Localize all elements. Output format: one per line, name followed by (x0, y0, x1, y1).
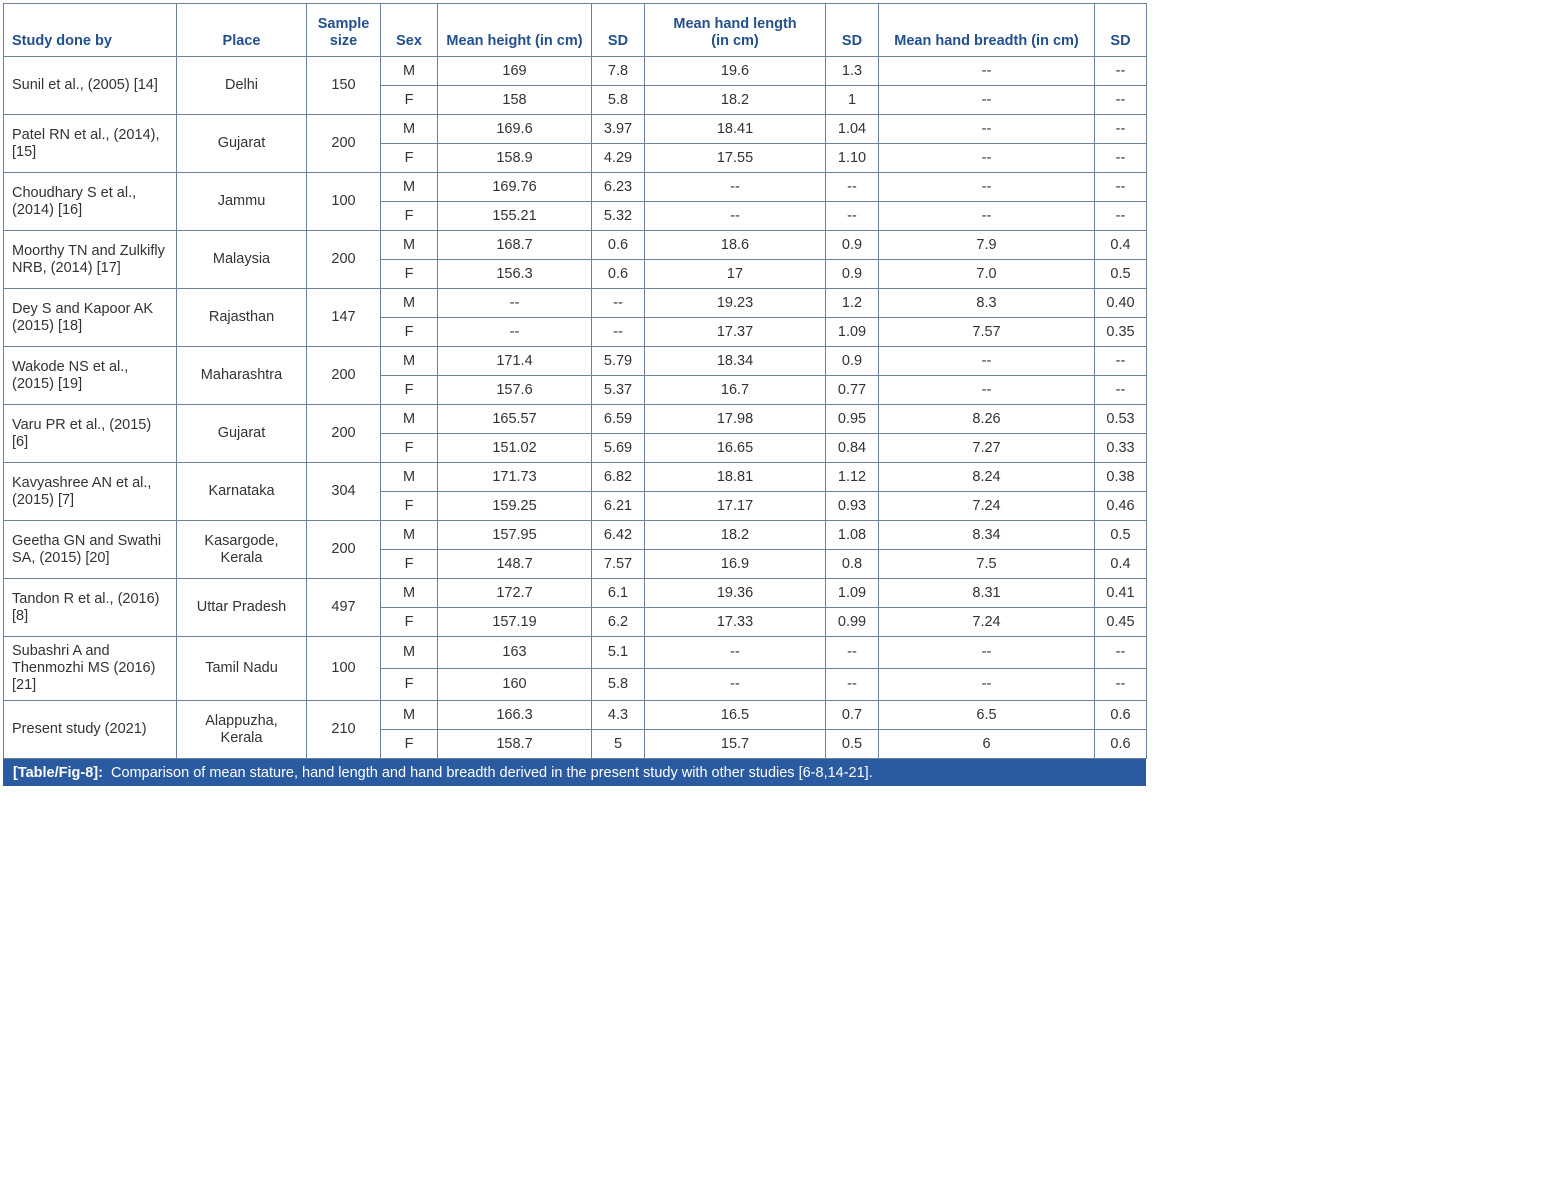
mean-hand-breadth-header (879, 4, 1095, 57)
place-cell-line: Alappuzha, (205, 712, 278, 729)
study-cell-line: Patel RN et al., (2014), (12, 126, 160, 143)
mean-hand-length-cell: 17.17 (645, 492, 826, 521)
height-sd-cell: 5.37 (592, 376, 645, 405)
place-cell (177, 289, 307, 347)
mean-height-cell: -- (438, 318, 592, 347)
mean-hand-length-cell: 19.36 (645, 579, 826, 608)
sex-cell: M (381, 231, 438, 260)
mean-height-cell: 169 (438, 57, 592, 86)
sex-cell: M (381, 347, 438, 376)
place-cell-line: Kerala (220, 729, 263, 746)
table-row (4, 463, 1147, 492)
mean-hand-breadth-cell: 7.57 (879, 318, 1095, 347)
place-cell (177, 405, 307, 463)
height-sd-cell: 3.97 (592, 115, 645, 144)
mean-hand-length-cell: 17.98 (645, 405, 826, 434)
study-cell-line: SA, (2015) [20] (12, 549, 110, 566)
hand-breadth-sd-cell: 0.6 (1095, 730, 1147, 759)
mean-hand-length-cell: 18.6 (645, 231, 826, 260)
height-sd-cell: 5.69 (592, 434, 645, 463)
height-sd-cell: 5.8 (592, 86, 645, 115)
hand-breadth-sd-cell: 0.38 (1095, 463, 1147, 492)
hand-length-sd-cell: -- (826, 637, 879, 669)
mean-height-cell: 151.02 (438, 434, 592, 463)
mean-hand-length-cell: 18.41 (645, 115, 826, 144)
place-cell-line: Gujarat (217, 425, 266, 441)
hand-breadth-sd-cell: -- (1095, 173, 1147, 202)
mean-hand-length-cell: 17.37 (645, 318, 826, 347)
hand-length-sd-cell: 0.9 (826, 347, 879, 376)
hand-length-sd-cell: 1.2 (826, 289, 879, 318)
hand-length-sd-cell: 0.77 (826, 376, 879, 405)
mean-height-cell: 172.7 (438, 579, 592, 608)
mean-hand-breadth-header-line2: Mean hand breadth (in cm) (894, 33, 1079, 49)
table-row (4, 701, 1147, 730)
table-row (4, 173, 1147, 202)
hand-length-sd-header-line2: SD (841, 33, 863, 49)
sex-cell: F (381, 492, 438, 521)
place-cell (177, 57, 307, 115)
sample-size-cell: 200 (307, 405, 381, 463)
sex-cell: F (381, 550, 438, 579)
hand-breadth-sd-cell: -- (1095, 144, 1147, 173)
hand-length-sd-cell: 0.93 (826, 492, 879, 521)
table-row (4, 57, 1147, 86)
mean-height-cell: 156.3 (438, 260, 592, 289)
mean-hand-breadth-cell: 7.9 (879, 231, 1095, 260)
mean-height-cell: 166.3 (438, 701, 592, 730)
hand-breadth-sd-cell: -- (1095, 115, 1147, 144)
hand-breadth-sd-cell: -- (1095, 57, 1147, 86)
mean-hand-length-cell: 18.34 (645, 347, 826, 376)
place-cell-line: Tamil Nadu (205, 660, 278, 676)
mean-height-cell: 171.73 (438, 463, 592, 492)
study-cell-line: Tandon R et al., (2016) (12, 590, 160, 607)
hand-breadth-sd-header-line2: SD (1110, 33, 1131, 49)
mean-hand-breadth-cell: 7.5 (879, 550, 1095, 579)
caption-text: Comparison of mean stature, hand length and hand breadth derived in the present study with other studies [6-8,14-21]. (111, 765, 873, 781)
table-header-row (4, 4, 1147, 57)
height-sd-cell: -- (592, 289, 645, 318)
mean-hand-length-cell: 17.55 (645, 144, 826, 173)
study-header-line2: Study done by (12, 33, 112, 49)
sample-size-cell: 304 (307, 463, 381, 521)
mean-hand-length-header (645, 4, 826, 57)
mean-hand-length-cell: 16.65 (645, 434, 826, 463)
sample-size-cell: 147 (307, 289, 381, 347)
height-sd-cell: -- (592, 318, 645, 347)
sample-size-header-line2: size (329, 33, 358, 49)
table-row (4, 289, 1147, 318)
hand-breadth-sd-cell: 0.4 (1095, 550, 1147, 579)
hand-breadth-sd-cell: 0.5 (1095, 260, 1147, 289)
sex-cell: F (381, 669, 438, 701)
place-cell-line: Jammu (217, 193, 266, 209)
mean-height-cell: 157.6 (438, 376, 592, 405)
hand-length-sd-cell: 1.04 (826, 115, 879, 144)
study-cell-line: Choudhary S et al., (12, 184, 137, 201)
sex-cell: M (381, 701, 438, 730)
sample-size-cell: 100 (307, 173, 381, 231)
hand-breadth-sd-cell: -- (1095, 376, 1147, 405)
mean-hand-breadth-cell: 7.24 (879, 608, 1095, 637)
sex-cell: M (381, 57, 438, 86)
hand-length-sd-cell: 0.8 (826, 550, 879, 579)
sex-cell: M (381, 637, 438, 669)
hand-length-sd-cell: 0.7 (826, 701, 879, 730)
height-sd-cell: 5.79 (592, 347, 645, 376)
hand-breadth-sd-cell: -- (1095, 637, 1147, 669)
place-cell-line: Kerala (220, 549, 263, 566)
mean-hand-breadth-cell: -- (879, 669, 1095, 701)
mean-hand-length-cell: -- (645, 202, 826, 231)
sex-cell: M (381, 521, 438, 550)
study-cell-line: [8] (12, 607, 29, 624)
study-cell-line: [6] (12, 433, 29, 450)
hand-breadth-sd-cell: 0.33 (1095, 434, 1147, 463)
table-row (4, 115, 1147, 144)
sex-header-line2: Sex (396, 33, 422, 49)
mean-hand-length-cell: 18.2 (645, 521, 826, 550)
mean-hand-breadth-cell: -- (879, 347, 1095, 376)
sex-cell: M (381, 463, 438, 492)
height-sd-cell: 6.1 (592, 579, 645, 608)
mean-hand-breadth-cell: 8.24 (879, 463, 1095, 492)
mean-hand-breadth-cell: -- (879, 173, 1095, 202)
sample-size-cell: 100 (307, 637, 381, 701)
study-cell-line: [15] (12, 143, 37, 160)
mean-hand-length-cell: 17.33 (645, 608, 826, 637)
mean-hand-breadth-cell: 8.31 (879, 579, 1095, 608)
height-sd-cell: 7.8 (592, 57, 645, 86)
mean-hand-breadth-cell: -- (879, 202, 1095, 231)
height-sd-cell: 4.29 (592, 144, 645, 173)
place-cell (177, 463, 307, 521)
height-sd-cell: 6.21 (592, 492, 645, 521)
mean-height-cell: -- (438, 289, 592, 318)
study-cell (4, 347, 177, 405)
height-sd-header-line2: SD (607, 33, 629, 49)
study-cell-line: Geetha GN and Swathi (12, 532, 162, 549)
mean-hand-length-cell: 16.9 (645, 550, 826, 579)
mean-height-cell: 157.95 (438, 521, 592, 550)
study-cell-line: [21] (12, 677, 37, 693)
mean-hand-breadth-cell: 6 (879, 730, 1095, 759)
study-cell-line: (2014) [16] (12, 201, 83, 218)
place-cell-line: Rajasthan (208, 309, 275, 325)
mean-height-cell: 157.19 (438, 608, 592, 637)
mean-hand-breadth-cell: -- (879, 115, 1095, 144)
study-cell-line: Moorthy TN and Zulkifly (12, 242, 165, 259)
hand-breadth-sd-cell: 0.35 (1095, 318, 1147, 347)
table-body (4, 57, 1147, 759)
study-cell-line: Dey S and Kapoor AK (12, 300, 154, 317)
place-cell-line: Malaysia (212, 251, 271, 267)
mean-height-cell: 169.76 (438, 173, 592, 202)
height-sd-cell: 7.57 (592, 550, 645, 579)
hand-breadth-sd-cell: -- (1095, 202, 1147, 231)
study-cell-line: (2015) [18] (12, 317, 83, 334)
mean-hand-length-cell: 17 (645, 260, 826, 289)
height-sd-cell: 6.23 (592, 173, 645, 202)
height-sd-cell: 5.32 (592, 202, 645, 231)
sex-cell: F (381, 260, 438, 289)
height-sd-cell: 6.42 (592, 521, 645, 550)
study-cell (4, 521, 177, 579)
study-cell-line: Wakode NS et al., (12, 358, 129, 375)
sex-cell: M (381, 405, 438, 434)
hand-breadth-sd-cell: 0.45 (1095, 608, 1147, 637)
hand-length-sd-cell: 1.09 (826, 318, 879, 347)
height-sd-cell: 0.6 (592, 260, 645, 289)
sex-cell: F (381, 434, 438, 463)
mean-hand-breadth-cell: 7.0 (879, 260, 1095, 289)
sex-cell: F (381, 86, 438, 115)
mean-height-cell: 160 (438, 669, 592, 701)
hand-breadth-sd-cell: 0.40 (1095, 289, 1147, 318)
hand-breadth-sd-cell: -- (1095, 86, 1147, 115)
mean-hand-breadth-cell: 7.24 (879, 492, 1095, 521)
place-cell-line: Maharashtra (200, 367, 283, 383)
place-cell-line: Gujarat (217, 135, 266, 151)
study-cell-line: Present study (2021) (12, 721, 147, 737)
study-cell-line: Subashri A and (12, 643, 110, 659)
table-row (4, 347, 1147, 376)
table-caption (3, 759, 1146, 786)
sex-cell: F (381, 144, 438, 173)
sex-cell: M (381, 289, 438, 318)
sex-cell: F (381, 376, 438, 405)
sample-size-header-line1: Sample (317, 16, 370, 32)
mean-hand-breadth-cell: -- (879, 144, 1095, 173)
mean-height-cell: 163 (438, 637, 592, 669)
sex-header (381, 4, 438, 57)
mean-height-cell: 158 (438, 86, 592, 115)
study-cell (4, 463, 177, 521)
place-header-line2: Place (222, 33, 261, 49)
height-sd-cell: 5 (592, 730, 645, 759)
hand-breadth-sd-cell: 0.53 (1095, 405, 1147, 434)
sample-size-cell: 200 (307, 347, 381, 405)
sex-cell: F (381, 608, 438, 637)
mean-hand-length-cell: -- (645, 173, 826, 202)
hand-length-sd-cell: 0.99 (826, 608, 879, 637)
study-cell-line: Kavyashree AN et al., (12, 474, 152, 491)
sex-cell: M (381, 115, 438, 144)
sex-cell: F (381, 730, 438, 759)
mean-hand-length-cell: 18.2 (645, 86, 826, 115)
height-sd-cell: 5.8 (592, 669, 645, 701)
mean-hand-length-cell: 16.7 (645, 376, 826, 405)
mean-hand-length-header-line1: Mean hand length (673, 16, 797, 32)
hand-length-sd-cell: 1.10 (826, 144, 879, 173)
study-cell-line: Varu PR et al., (2015) (12, 416, 152, 433)
study-cell-line: (2015) [7] (12, 491, 75, 508)
sample-size-cell: 200 (307, 521, 381, 579)
table-figure (3, 3, 1146, 786)
hand-length-sd-cell: -- (826, 173, 879, 202)
study-cell (4, 579, 177, 637)
hand-length-sd-cell: -- (826, 202, 879, 231)
hand-length-sd-cell: 0.5 (826, 730, 879, 759)
hand-length-sd-cell: 1.3 (826, 57, 879, 86)
place-cell (177, 231, 307, 289)
mean-hand-breadth-cell: -- (879, 57, 1095, 86)
mean-hand-length-cell: 16.5 (645, 701, 826, 730)
hand-length-sd-header (826, 4, 879, 57)
hand-length-sd-cell: 1.12 (826, 463, 879, 492)
place-cell (177, 637, 307, 701)
height-sd-cell: 0.6 (592, 231, 645, 260)
sex-cell: M (381, 173, 438, 202)
study-cell (4, 405, 177, 463)
height-sd-cell: 4.3 (592, 701, 645, 730)
mean-hand-breadth-cell: 6.5 (879, 701, 1095, 730)
mean-hand-length-cell: 19.6 (645, 57, 826, 86)
study-cell (4, 637, 177, 701)
place-cell-line: Karnataka (208, 483, 275, 499)
hand-breadth-sd-cell: 0.4 (1095, 231, 1147, 260)
study-cell (4, 173, 177, 231)
place-header (177, 4, 307, 57)
mean-height-header (438, 4, 592, 57)
study-cell (4, 115, 177, 173)
sample-size-cell: 200 (307, 115, 381, 173)
place-cell-line: Delhi (224, 77, 259, 93)
mean-hand-breadth-cell: -- (879, 86, 1095, 115)
hand-breadth-sd-cell: 0.5 (1095, 521, 1147, 550)
height-sd-cell: 6.59 (592, 405, 645, 434)
hand-length-sd-cell: 1 (826, 86, 879, 115)
mean-height-cell: 171.4 (438, 347, 592, 376)
mean-height-cell: 169.6 (438, 115, 592, 144)
mean-height-cell: 159.25 (438, 492, 592, 521)
hand-length-sd-cell: 0.9 (826, 260, 879, 289)
sample-size-cell: 200 (307, 231, 381, 289)
mean-hand-length-cell: 19.23 (645, 289, 826, 318)
hand-breadth-sd-cell: -- (1095, 347, 1147, 376)
place-cell (177, 347, 307, 405)
mean-hand-breadth-cell: 8.3 (879, 289, 1095, 318)
mean-hand-breadth-cell: -- (879, 637, 1095, 669)
hand-breadth-sd-cell: 0.41 (1095, 579, 1147, 608)
table-row (4, 521, 1147, 550)
hand-length-sd-cell: 1.09 (826, 579, 879, 608)
place-cell (177, 701, 307, 759)
hand-length-sd-cell: 0.9 (826, 231, 879, 260)
mean-hand-length-header-line2: (in cm) (711, 33, 759, 49)
mean-height-header-line2: Mean height (in cm) (446, 33, 583, 49)
mean-height-cell: 165.57 (438, 405, 592, 434)
mean-height-cell: 148.7 (438, 550, 592, 579)
height-sd-cell: 5.1 (592, 637, 645, 669)
mean-hand-breadth-cell: 8.34 (879, 521, 1095, 550)
place-cell (177, 115, 307, 173)
table-row (4, 231, 1147, 260)
hand-length-sd-cell: -- (826, 669, 879, 701)
sex-cell: F (381, 318, 438, 347)
sample-size-cell: 497 (307, 579, 381, 637)
study-cell-line: (2015) [19] (12, 375, 83, 392)
sex-cell: M (381, 579, 438, 608)
study-cell-line: Thenmozhi MS (2016) (12, 660, 156, 676)
mean-hand-breadth-cell: -- (879, 376, 1095, 405)
sample-size-cell: 150 (307, 57, 381, 115)
mean-height-cell: 158.9 (438, 144, 592, 173)
hand-length-sd-cell: 1.08 (826, 521, 879, 550)
comparison-table (3, 3, 1147, 759)
sample-size-header (307, 4, 381, 57)
hand-breadth-sd-cell: 0.6 (1095, 701, 1147, 730)
study-header (4, 4, 177, 57)
hand-length-sd-cell: 0.84 (826, 434, 879, 463)
hand-length-sd-cell: 0.95 (826, 405, 879, 434)
study-cell-line: NRB, (2014) [17] (12, 259, 121, 276)
place-cell-line: Kasargode, (204, 532, 279, 549)
mean-hand-breadth-cell: 7.27 (879, 434, 1095, 463)
hand-breadth-sd-cell: -- (1095, 669, 1147, 701)
place-cell (177, 521, 307, 579)
mean-height-cell: 155.21 (438, 202, 592, 231)
table-row (4, 405, 1147, 434)
study-cell-line: Sunil et al., (2005) [14] (12, 77, 158, 93)
table-row (4, 579, 1147, 608)
hand-breadth-sd-cell: 0.46 (1095, 492, 1147, 521)
hand-breadth-sd-header (1095, 4, 1147, 57)
sex-cell: F (381, 202, 438, 231)
place-cell (177, 579, 307, 637)
height-sd-cell: 6.2 (592, 608, 645, 637)
mean-height-cell: 158.7 (438, 730, 592, 759)
height-sd-cell: 6.82 (592, 463, 645, 492)
mean-hand-length-cell: 18.81 (645, 463, 826, 492)
height-sd-header (592, 4, 645, 57)
mean-hand-length-cell: -- (645, 637, 826, 669)
place-cell (177, 173, 307, 231)
sample-size-cell: 210 (307, 701, 381, 759)
mean-hand-breadth-cell: 8.26 (879, 405, 1095, 434)
place-cell-line: Uttar Pradesh (196, 599, 287, 615)
study-cell (4, 57, 177, 115)
caption-label: [Table/Fig-8]: (13, 765, 103, 781)
mean-hand-length-cell: -- (645, 669, 826, 701)
table-row (4, 637, 1147, 669)
study-cell (4, 701, 177, 759)
study-cell (4, 289, 177, 347)
study-cell (4, 231, 177, 289)
mean-hand-length-cell: 15.7 (645, 730, 826, 759)
mean-height-cell: 168.7 (438, 231, 592, 260)
